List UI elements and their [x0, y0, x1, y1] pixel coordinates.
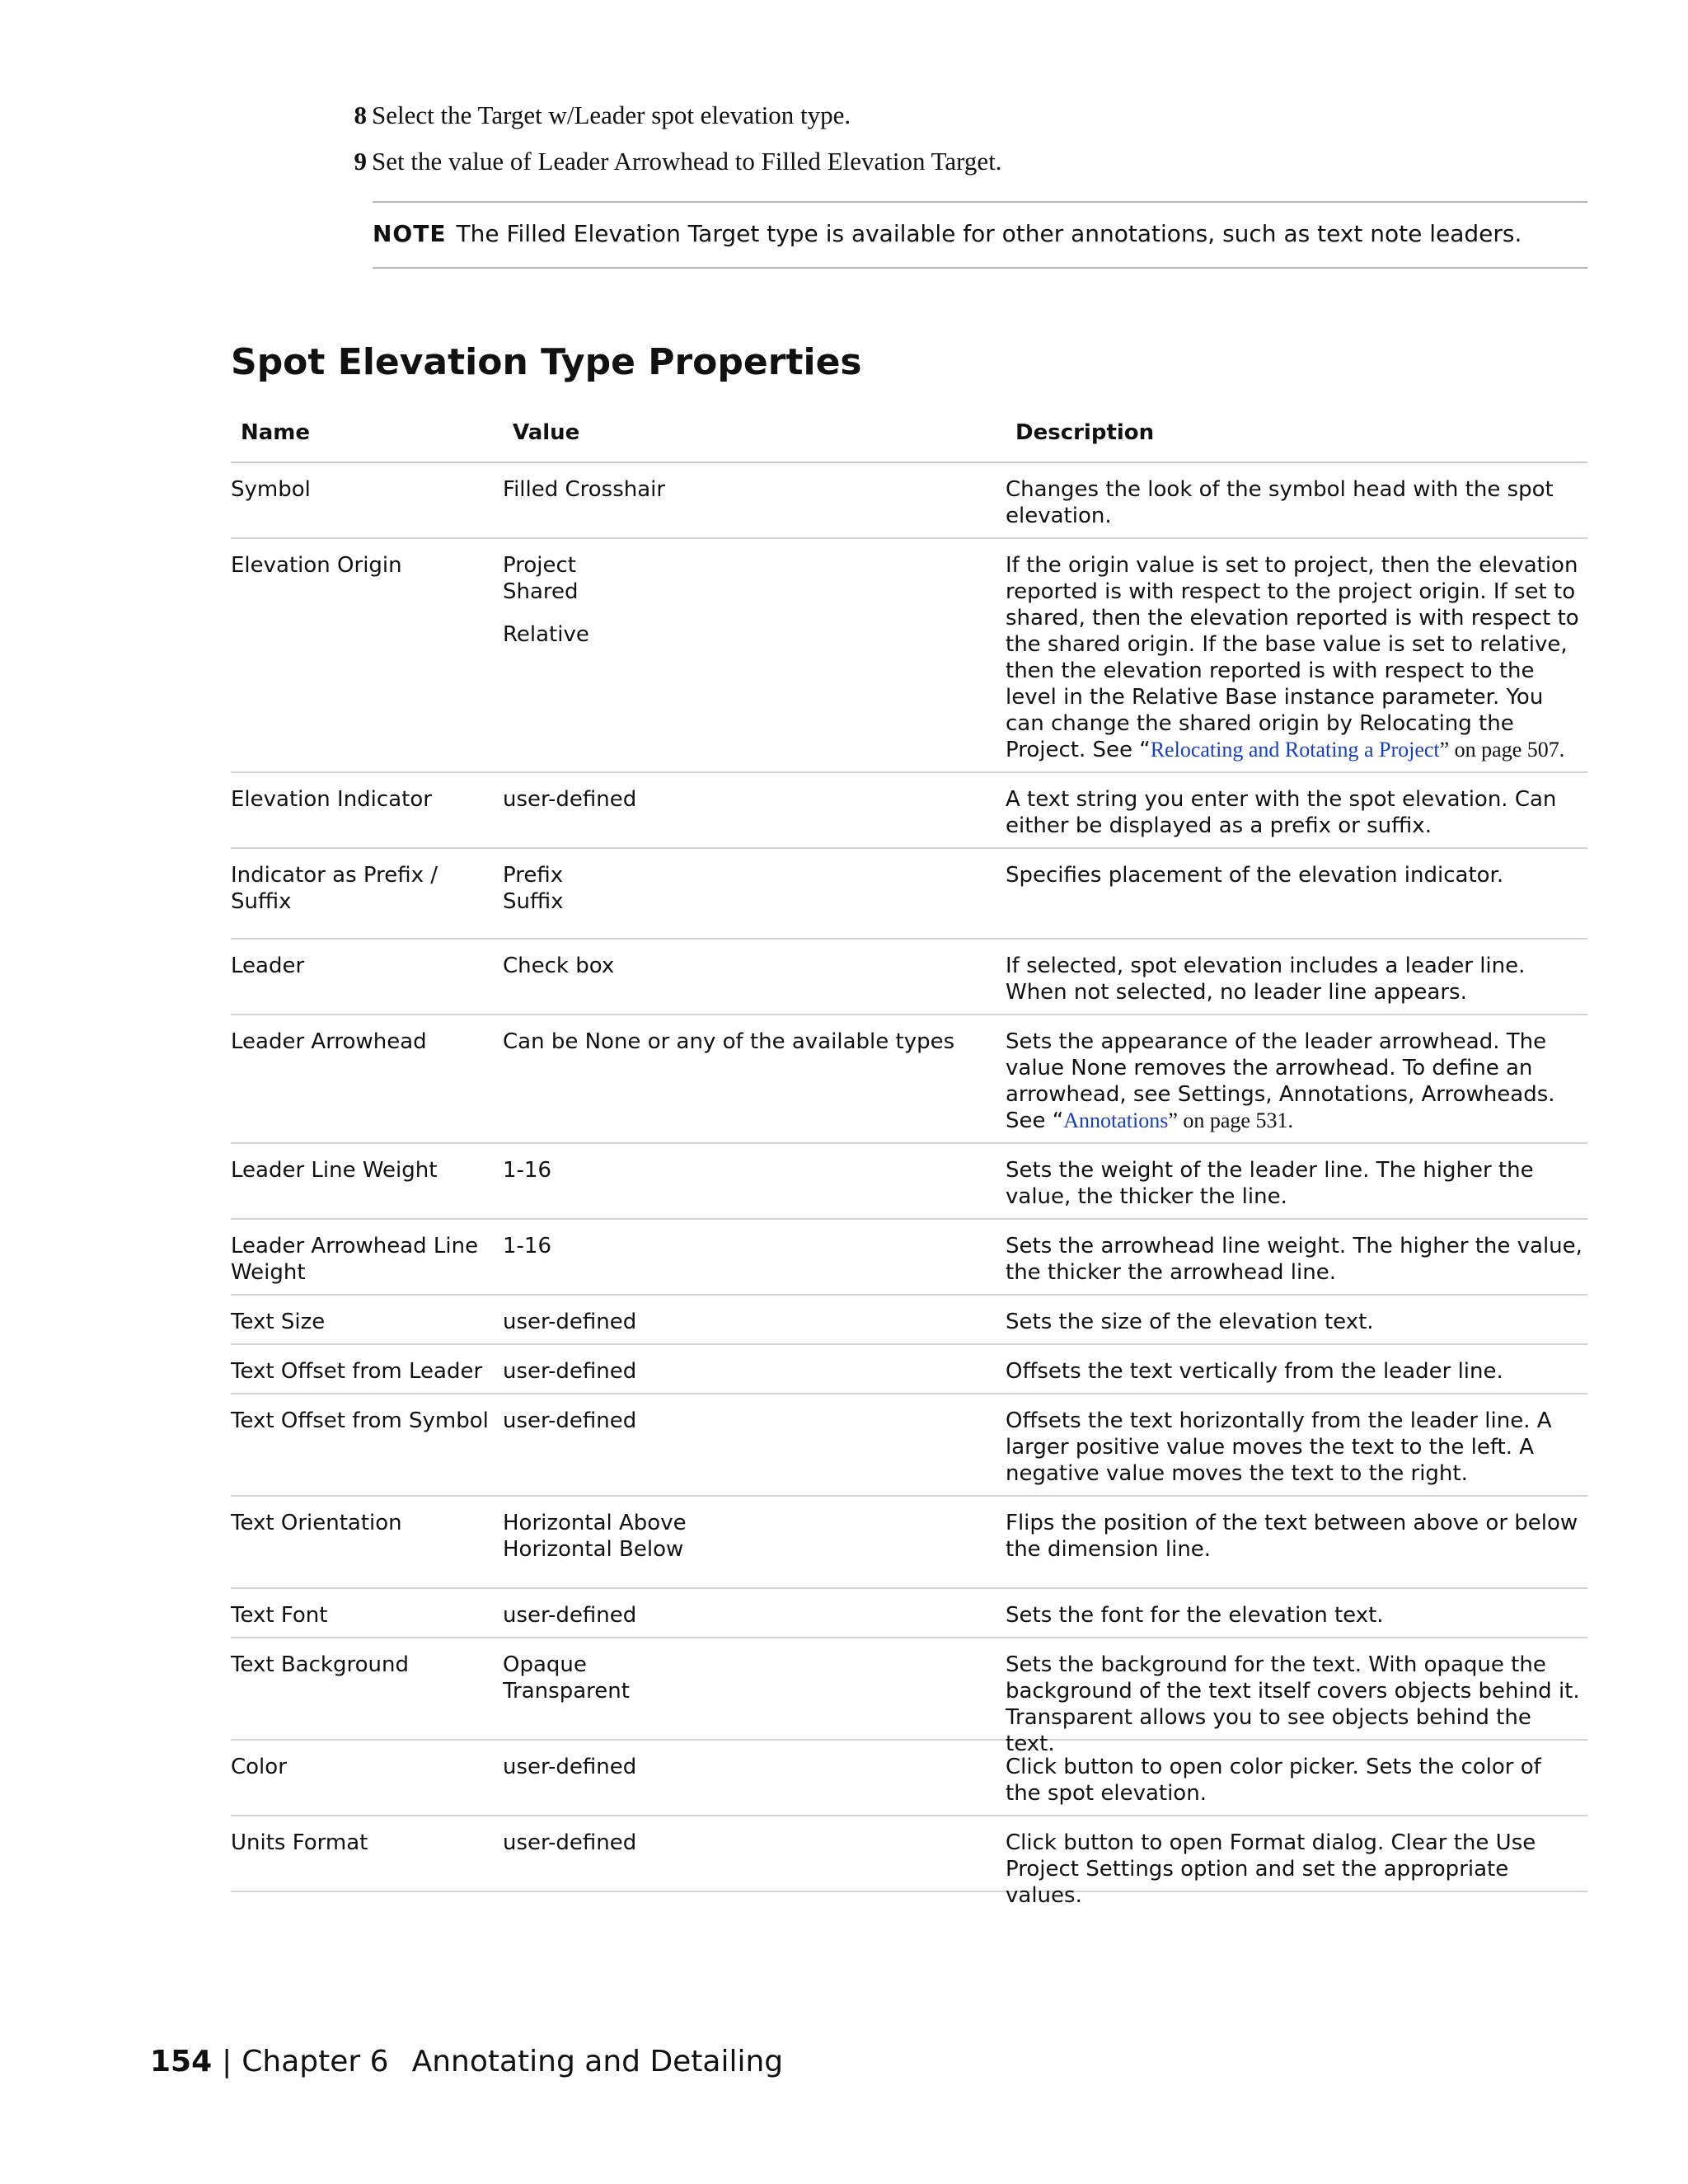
step-number: 9 — [354, 147, 367, 176]
row-description: Sets the background for the text. With opaque the background of the text itself covers objects behind it. Transparent allows you to see objects behind the text. — [1006, 1652, 1580, 1756]
table-row — [231, 1015, 1587, 1144]
row-description: Click button to open color picker. Sets the color of the spot elevation. — [1006, 1755, 1541, 1806]
table-row — [231, 1638, 1587, 1756]
row-value: user-defined — [503, 1310, 637, 1334]
row-description: Sets the arrowhead line weight. The higher the value, the thicker the arrowhead line. — [1006, 1234, 1582, 1285]
table-row — [231, 1345, 1587, 1394]
table-row — [231, 940, 1587, 1015]
cross-reference-link[interactable]: Relocating and Rotating a Project — [1150, 738, 1440, 762]
note-text: The Filled Elevation Target type is available for other annotations, such as text note leaders. — [456, 220, 1522, 247]
row-description: Click button to open Format dialog. Clear the Use Project Settings option and set the appropriate values. — [1006, 1830, 1536, 1908]
row-description: Offsets the text horizontally from the leader line. A larger positive value moves the text to the left. A negative value moves the text to the right. — [1006, 1408, 1552, 1486]
row-description: If the origin value is set to project, then the elevation reported is with respect to the project origin. If set to shared, then the elevation reported is with respect to the shared origin. If the base value is set to relative, then the elevation reported is with respect to the level in the Relative Base instance parameter. You can change the shared origin by Relocating the Project. See “Relocating and Rotating a Project” on page 507. — [1006, 553, 1579, 762]
row-name: Elevation Origin — [231, 553, 402, 578]
row-value: 1-16 — [503, 1158, 552, 1183]
step-text: Select the Target w/Leader spot elevation type. — [372, 101, 851, 129]
row-description: Specifies placement of the elevation indicator. — [1006, 863, 1504, 888]
table-header — [231, 412, 1587, 463]
row-value: Filled Crosshair — [503, 477, 666, 502]
row-name: Text Background — [231, 1652, 409, 1677]
row-value: user-defined — [503, 1603, 637, 1628]
row-name: Leader Line Weight — [231, 1158, 438, 1183]
row-value: Check box — [503, 954, 615, 978]
row-description: Sets the appearance of the leader arrowhead. The value None removes the arrowhead. To define an arrowhead, see Settings, Annotations, Arrowheads. See “Annotations” on page 531. — [1006, 1029, 1555, 1133]
row-name: Indicator as Prefix / Suffix — [231, 863, 438, 914]
step-item — [334, 145, 1587, 191]
step-number: 8 — [354, 101, 367, 129]
row-description: Changes the look of the symbol head with the spot elevation. — [1006, 477, 1554, 528]
cross-reference-link[interactable]: Annotations — [1063, 1108, 1169, 1132]
row-name: Text Font — [231, 1603, 328, 1628]
table-row — [231, 1816, 1587, 1908]
row-name: Color — [231, 1755, 287, 1779]
table-row — [231, 539, 1587, 773]
page-number: 154 — [150, 2045, 213, 2079]
row-value: Can be None or any of the available types — [503, 1029, 955, 1054]
row-value: Prefix Suffix — [503, 863, 564, 914]
table-row — [231, 1144, 1587, 1220]
page-footer — [150, 2042, 783, 2082]
row-name: Text Offset from Leader — [231, 1359, 483, 1384]
header-value: Value — [513, 420, 580, 445]
table-row — [231, 1220, 1587, 1296]
row-name: Leader Arrowhead Line Weight — [231, 1234, 479, 1285]
table-row — [231, 1394, 1587, 1497]
row-name: Leader Arrowhead — [231, 1029, 427, 1054]
note-box — [373, 201, 1587, 269]
row-description: Sets the size of the elevation text. — [1006, 1310, 1374, 1334]
row-description: A text string you enter with the spot elevation. Can either be displayed as a prefix or suffix. — [1006, 787, 1557, 838]
step-item — [334, 99, 1587, 145]
section-title: Spot Elevation Type Properties — [231, 341, 862, 383]
row-value: 1-16 — [503, 1234, 552, 1258]
row-name: Symbol — [231, 477, 311, 502]
row-description: Sets the font for the elevation text. — [1006, 1603, 1384, 1628]
row-value: user-defined — [503, 1408, 637, 1433]
row-description: Flips the position of the text between above or below the dimension line. — [1006, 1511, 1578, 1562]
row-name: Text Size — [231, 1310, 326, 1334]
row-name: Text Orientation — [231, 1511, 402, 1535]
row-description: Offsets the text vertically from the leader line. — [1006, 1359, 1503, 1384]
row-value: Project Shared Relative — [503, 553, 589, 647]
row-value: Opaque Transparent — [503, 1652, 630, 1704]
chapter-title: Annotating and Detailing — [411, 2045, 784, 2079]
note-label: NOTE — [373, 220, 447, 247]
row-value: user-defined — [503, 787, 637, 812]
table-row — [231, 1589, 1587, 1638]
table-row — [231, 849, 1587, 940]
row-name: Elevation Indicator — [231, 787, 432, 812]
row-name: Units Format — [231, 1830, 368, 1855]
properties-table — [231, 412, 1587, 1908]
row-description: Sets the weight of the leader line. The higher the value, the thicker the line. — [1006, 1158, 1534, 1209]
table-row — [231, 1296, 1587, 1345]
row-name: Text Offset from Symbol — [231, 1408, 489, 1433]
table-row — [231, 1497, 1587, 1589]
chapter-label: Chapter 6 — [241, 2045, 389, 2079]
step-text: Set the value of Leader Arrowhead to Filled Elevation Target. — [372, 147, 1002, 176]
table-row — [231, 463, 1587, 539]
table-row — [231, 1741, 1587, 1816]
footer-separator: | — [222, 2045, 232, 2079]
row-name: Leader — [231, 954, 305, 978]
row-description: If selected, spot elevation includes a leader line. When not selected, no leader line appears. — [1006, 954, 1526, 1005]
row-value: user-defined — [503, 1755, 637, 1779]
steps-list — [334, 99, 1587, 191]
row-value: Horizontal Above Horizontal Below — [503, 1511, 687, 1562]
table-row — [231, 773, 1587, 849]
row-value: user-defined — [503, 1830, 637, 1855]
header-description: Description — [1015, 420, 1155, 445]
header-name: Name — [241, 420, 311, 445]
row-value: user-defined — [503, 1359, 637, 1384]
